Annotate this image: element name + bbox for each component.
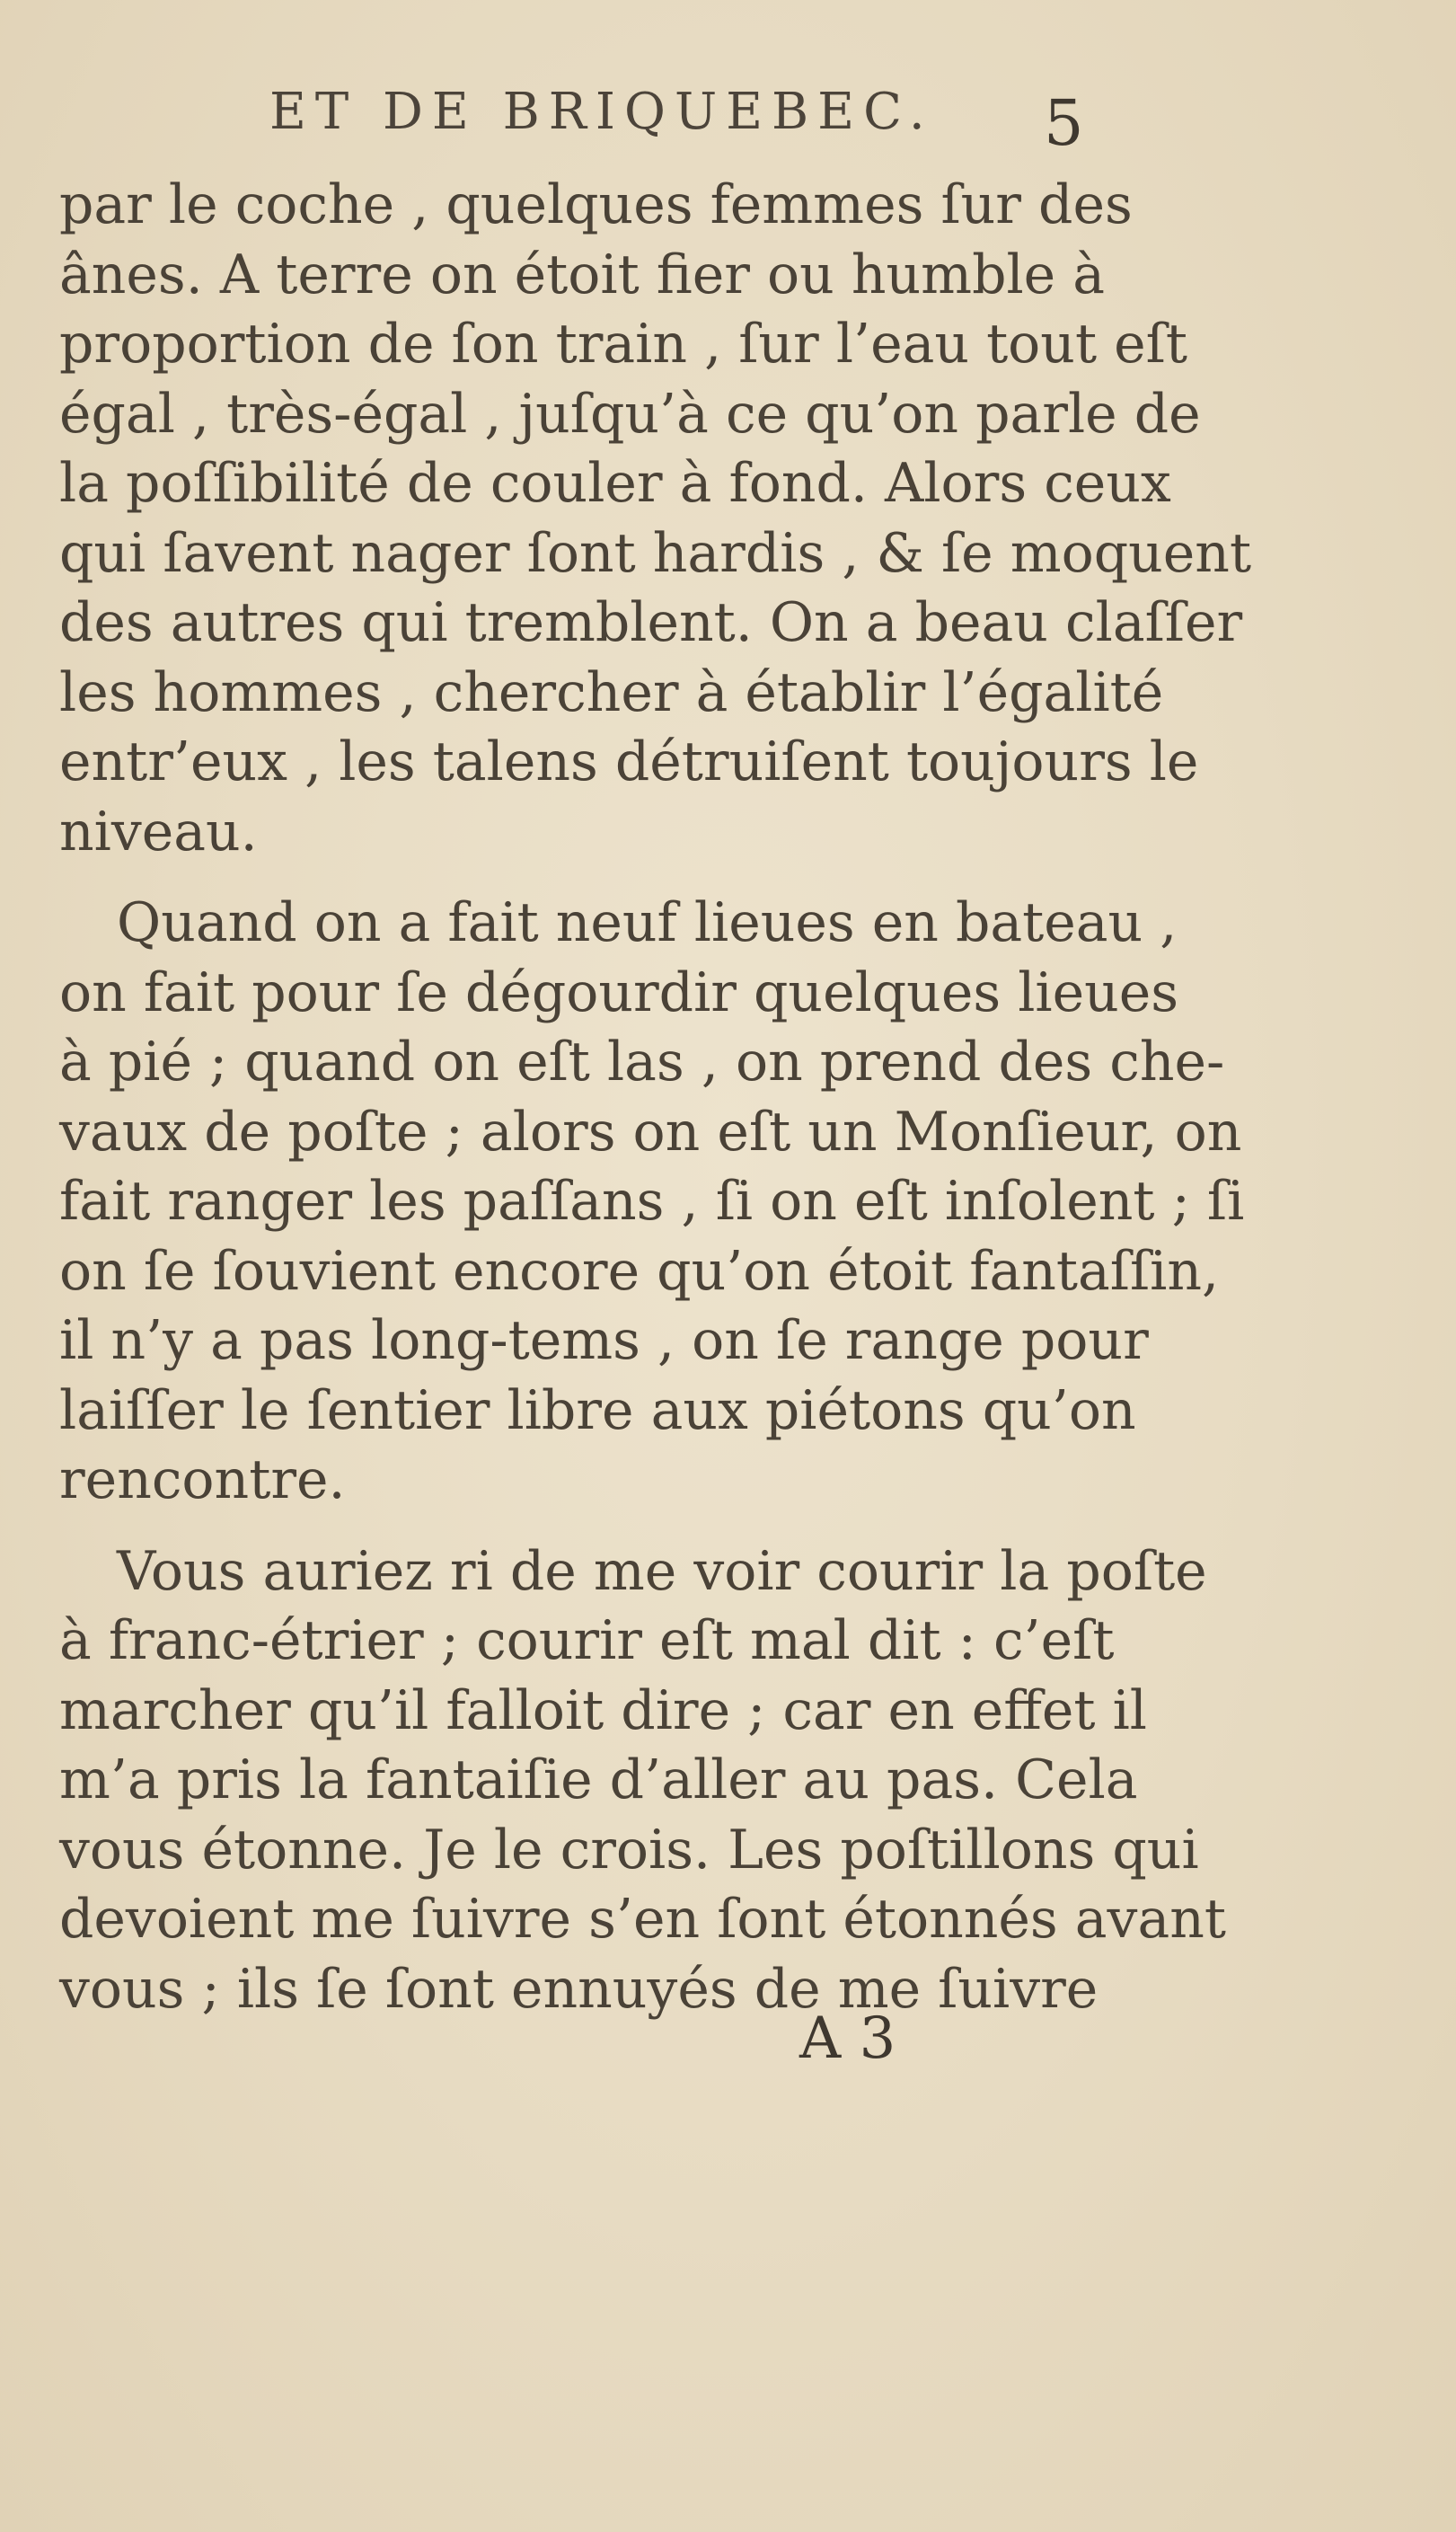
text-line: m’a pris la fantaiſie d’aller au pas. Cela [59,1748,1138,1811]
text-line: qui ſavent nager ſont hardis , & ſe moquent [59,521,1252,585]
text-line: des autres qui tremblent. On a beau claſſer [59,591,1243,654]
text-line: proportion de ſon train , ſur l’eau tout eſt [59,313,1187,376]
text-line: Quand on a fait neuf lieues en bateau , [117,891,1178,954]
signature-mark: A 3 [799,2005,896,2072]
paragraph-2 [59,889,1245,1516]
text-line: par le coche , quelques femmes ſur des [59,173,1133,236]
text-line: vaux de poſte ; alors on eſt un Monſieur, on [59,1100,1242,1164]
text-line: à pié ; quand on eſt las , on prend des che- [59,1031,1225,1093]
text-line: égal , très-égal , juſqu’à ce qu’on parle de [59,382,1201,446]
text-line: rencontre. [59,1448,346,1511]
text-line: entr’eux , les talens détruiſent toujours le [59,730,1199,793]
text-line: il n’y a pas long-tems , on ſe range pour [59,1309,1149,1372]
text-line: on ſe ſouvient encore qu’on étoit fantaſſin, [59,1239,1220,1303]
text-line: la poſſibilité de couler à fond. Alors ceux [59,452,1171,515]
text-line: fait ranger les paſſans , ſi on eſt inſolent ; ſi [59,1170,1245,1233]
text-line: on fait pour ſe dégourdir quelques lieues [59,961,1179,1024]
page-number: 5 [1044,86,1084,160]
text-line: ânes. A terre on étoit fier ou humble à [59,243,1106,306]
running-title: ET DE BRIQUEBEC. [269,83,934,141]
paragraph-3 [59,1537,1226,2025]
text-line: niveau. [59,800,258,863]
text-line: vous étonne. Je le crois. Les poſtillons qui [59,1818,1199,1881]
text-line: devoient me ſuivre s’en ſont étonnés avant [59,1888,1226,1951]
page-body [59,171,1252,2024]
text-line: Vous auriez ri de me voir courir la poſte [117,1539,1207,1603]
text-line: à franc-étrier ; courir eſt mal dit : c’eſt [59,1609,1115,1672]
text-line: marcher qu’il falloit dire ; car en effet il [59,1678,1147,1742]
text-line: les hommes , chercher à établir l’égalité [59,660,1164,724]
paragraph-1 [59,171,1252,867]
text-line: vous ; ils ſe ſont ennuyés de me ſuivre [59,1957,1099,2021]
text-line: laiſſer le ſentier libre aux piétons qu’on [59,1378,1136,1442]
